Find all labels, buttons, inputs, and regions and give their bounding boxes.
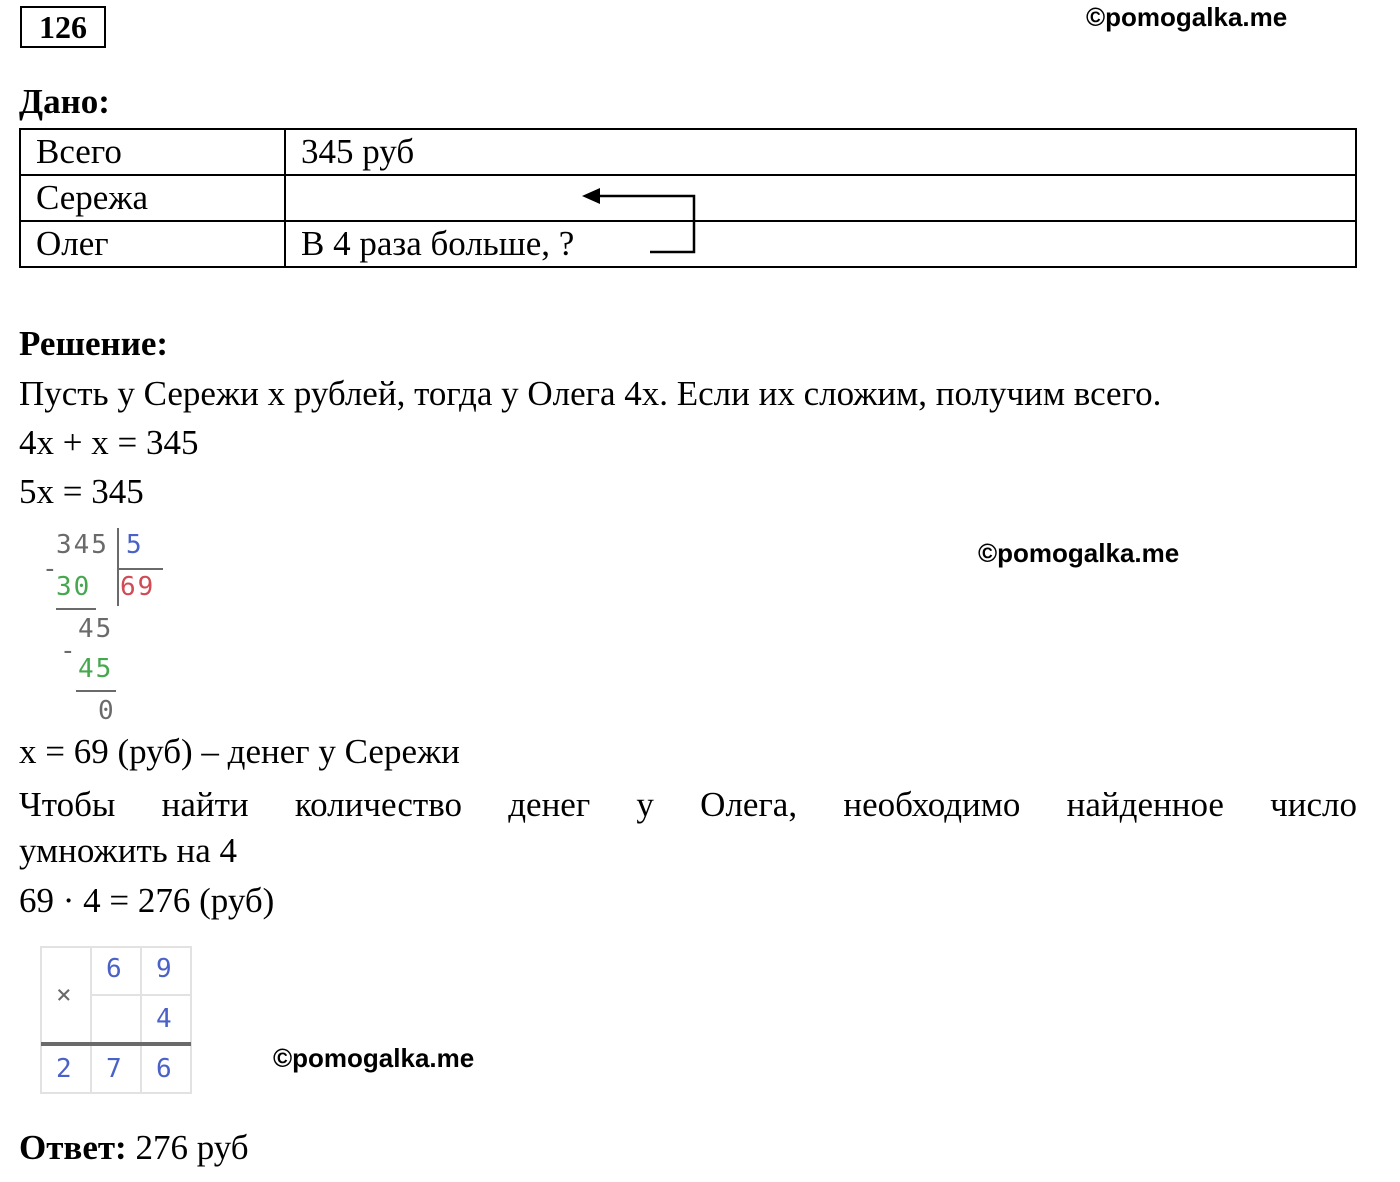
top-digit: 6 [106,954,124,984]
top-digit: 9 [156,954,174,984]
division-vertical-line [117,528,119,606]
quotient-line [117,568,163,570]
result-digit: 7 [106,1054,124,1084]
divisor: 5 [126,530,144,560]
multiplication-equation: 69 · 4 = 276 (руб) [19,881,275,920]
row-label: Сережа [20,175,285,221]
subtract-line-1 [56,608,96,610]
row-value: 345 руб [285,129,1356,175]
answer-value: 276 руб [126,1128,249,1167]
subtract-line-2 [76,690,116,692]
remainder-1: 45 [78,614,114,644]
result-digit: 2 [56,1054,74,1084]
equation-2: 5x = 345 [19,472,144,511]
minus-sign: - [60,636,78,666]
row-value: В 4 раза больше, ? [285,221,1356,267]
result-x: x = 69 (руб) – денег у Сережи [19,732,460,771]
watermark-middle: ©pomogalka.me [978,538,1180,568]
subtrahend-2: 45 [78,654,114,684]
relation-arrow [570,180,710,260]
watermark-bottom: ©pomogalka.me [273,1043,475,1073]
equation-1: 4x + x = 345 [19,423,199,462]
remainder-2: 0 [98,696,116,726]
table-row [20,129,1356,175]
answer-label: Ответ: [19,1128,127,1167]
multiply-sign: × [56,980,74,1010]
multiplier-digit: 4 [156,1004,174,1034]
result-digit: 6 [156,1054,174,1084]
problem-number: 126 [20,6,106,48]
solution-heading: Решение: [19,324,169,363]
subtrahend-1: 30 [56,572,92,602]
solution-line-1: Пусть у Сережи x рублей, тогда у Олега 4x. Если их сложим, получим всего. [19,374,1162,413]
explanation-line: Чтобы найти количество денег у Олега, необходимо найденное число [19,785,1357,824]
long-division [40,530,180,730]
minus-sign: - [42,554,60,584]
explanation-continued: умножить на 4 [19,831,237,870]
row-label: Олег [20,221,285,267]
row-value [285,175,1356,221]
quotient: 69 [120,572,156,602]
dividend: 345 [56,530,109,560]
watermark-top: ©pomogalka.me [1086,2,1288,32]
row-label: Всего [20,129,285,175]
column-multiplication [40,946,192,1094]
answer [19,1128,249,1168]
given-heading: Дано: [19,82,110,121]
